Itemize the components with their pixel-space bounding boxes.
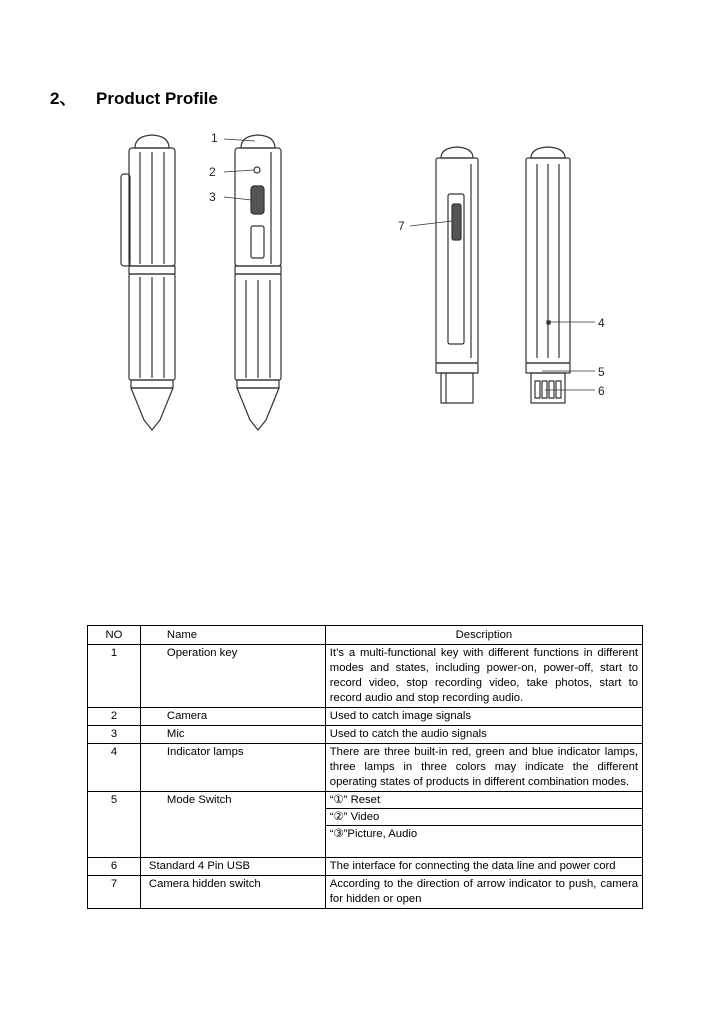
section-heading [50, 84, 218, 109]
row-name: Indicator lamps [140, 744, 325, 792]
header-name: Name [140, 626, 325, 645]
row-description: The interface for connecting the data line and power cord [325, 858, 642, 876]
header-description: Description [325, 626, 642, 645]
row-name: Camera hidden switch [140, 876, 325, 909]
pen-side-view [121, 135, 175, 430]
pen-open-switch-view [436, 147, 478, 403]
section-number: 2、 [50, 89, 77, 108]
row-description [325, 792, 642, 858]
callout-6: 6 [598, 384, 605, 398]
table-row [88, 792, 643, 858]
row-no: 4 [88, 744, 141, 792]
section-title: Product Profile [96, 89, 218, 108]
header-no: NO [88, 626, 141, 645]
row-name: Standard 4 Pin USB [140, 858, 325, 876]
product-diagram [0, 120, 728, 450]
row-description: There are three built-in red, green and blue indicator lamps, three lamps in three colors may indicate the different operating states of products in different combination modes. [325, 744, 642, 792]
row-name: Mode Switch [140, 792, 325, 858]
row-description: It’s a multi-functional key with different functions in different modes and states, including power-on, power-off, start to record video, stop recording video, take photos, start to record audio and stop recording audio. [325, 645, 642, 708]
row-name: Mic [140, 726, 325, 744]
table-row [88, 726, 643, 744]
table-row [88, 645, 643, 708]
row-name: Camera [140, 708, 325, 726]
table-row [88, 744, 643, 792]
row-name: Operation key [140, 645, 325, 708]
pen-front-view [235, 135, 281, 430]
row-no: 5 [88, 792, 141, 858]
spec-table [87, 625, 643, 909]
row-no: 1 [88, 645, 141, 708]
mode-option-spacer [330, 842, 638, 856]
row-no: 6 [88, 858, 141, 876]
pen-usb-view [526, 147, 570, 403]
callout-3: 3 [209, 190, 216, 204]
row-no: 2 [88, 708, 141, 726]
callout-1: 1 [211, 131, 218, 145]
callout-7: 7 [398, 219, 405, 233]
row-description: According to the direction of arrow indicator to push, camera for hidden or open [325, 876, 642, 909]
row-no: 7 [88, 876, 141, 909]
mode-option: “②” Video [326, 808, 642, 825]
row-description: Used to catch image signals [325, 708, 642, 726]
table-header-row [88, 626, 643, 645]
mode-option: “③”Picture, Audio [326, 825, 642, 842]
table-row [88, 876, 643, 909]
row-no: 3 [88, 726, 141, 744]
callout-2: 2 [209, 165, 216, 179]
table-row [88, 708, 643, 726]
mode-option: “①” Reset [329, 794, 381, 806]
row-description: Used to catch the audio signals [325, 726, 642, 744]
callout-leaders [224, 139, 595, 390]
callout-5: 5 [598, 365, 605, 379]
callout-4: 4 [598, 316, 605, 330]
table-row [88, 858, 643, 876]
